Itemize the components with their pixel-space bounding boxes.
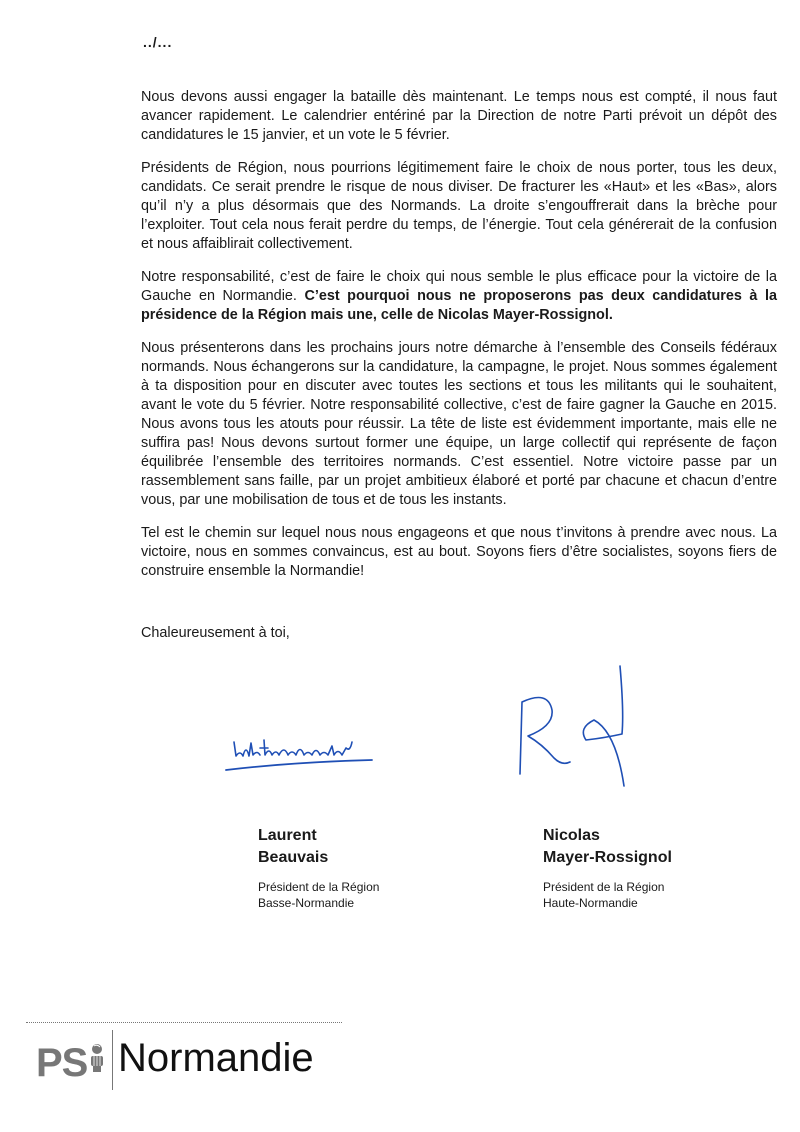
paragraph-2 xyxy=(141,159,777,254)
paragraph-3 xyxy=(141,268,777,325)
ps-logo-text: PS xyxy=(36,1041,88,1085)
signature-nicolas-mayer-rossignol xyxy=(512,662,634,788)
paragraph-4 xyxy=(141,339,777,510)
closing-salutation: Chaleureusement à toi, xyxy=(141,625,290,641)
signatory-last-name: Beauvais xyxy=(258,849,329,866)
signatory-laurent-beauvais xyxy=(258,825,379,911)
paragraph-3-text: Notre responsabilité, c’est de faire le choix qui nous semble le plus efficace pour la victoire de la Gauche en Normandie. xyxy=(141,269,777,304)
signature-laurent-beauvais xyxy=(224,728,374,778)
continuation-mark: ../... xyxy=(143,34,173,50)
paragraph-5-text: Tel est le chemin sur lequel nous nous engageons et que nous t’invitons à prendre avec nous. La victoire, nous en sommes convaincus, est au bout. Soyons fiers d’être socialistes, soyons fiers de construire ensemble la Normandie! xyxy=(141,525,777,579)
signatory-role-line-2: Haute-Normandie xyxy=(543,896,638,910)
paragraph-5 xyxy=(141,524,777,581)
paragraph-4-text: Nous présenterons dans les prochains jours notre démarche à l’ensemble des Conseils fédéraux normands. Nous échangerons sur la candidature, la campagne, le projet. Nous sommes également à ta disposition pour en discuter avec toutes les sections et tous les militants qui le souhaitent, avant le vote du 5 février. Notre responsabilité collective, c’est de faire gagner la Gauche en 2015. Nous avons tous les atouts pour réussir. La tête de liste est évidemment importante, mais elle ne suffira pas! Nous devons surtout former une équipe, un large collectif qui représente de façon équilibrée l’ensemble des territoires normands. C’est essentiel. Notre victoire passe par un rassemblement sans faille, par un projet ambitieux élaboré et porté par chacune et chacun d’entre vous, par une mobilisation de tous et de tous les instants. xyxy=(141,340,777,508)
signatory-first-name: Nicolas xyxy=(543,827,600,844)
signatory-role-line-1: Président de la Région xyxy=(258,880,380,894)
signatory-first-name: Laurent xyxy=(258,827,317,844)
paragraph-3-bold-text: C’est pourquoi nous ne proposerons pas deux candidatures à la présidence de la Région mais une, celle de Nicolas Mayer-Rossignol. xyxy=(141,288,777,323)
signatory-last-name: Mayer-Rossignol xyxy=(543,849,672,866)
paragraph-2-text: Présidents de Région, nous pourrions légitimement faire le choix de nous porter, tous les deux, candidats. Ce serait prendre le risque de nous diviser. De fracturer les «Haut» et les «Bas», alors qu’il n’y a plus désormais que des Normands. La droite s’engouffrerait dans la brèche pour l’exploiter. Tout cela nous ferait perdre du temps, de l’énergie. Tout cela générerait de la confusion et nous affaiblirait collectivement. xyxy=(141,160,777,252)
signatory-role-line-1: Président de la Région xyxy=(543,880,665,894)
footer-divider xyxy=(26,1022,342,1023)
ps-fist-rose-icon xyxy=(87,1042,107,1074)
paragraph-1-text: Nous devons aussi engager la bataille dès maintenant. Le temps nous est compté, il nous faut avancer rapidement. Le calendrier entériné par la Direction de notre Parti prévoit un dépôt des candidatures le 15 janvier, et un vote le 5 février. xyxy=(141,89,777,143)
signatory-role-line-2: Basse-Normandie xyxy=(258,896,355,910)
signatory-nicolas-mayer-rossignol xyxy=(543,825,672,911)
paragraph-1 xyxy=(141,88,777,145)
region-name: Normandie xyxy=(118,1036,314,1080)
signatory-role xyxy=(258,879,379,911)
letter-body xyxy=(141,88,777,595)
footer-vertical-divider xyxy=(112,1030,113,1090)
signatory-role xyxy=(543,879,672,911)
